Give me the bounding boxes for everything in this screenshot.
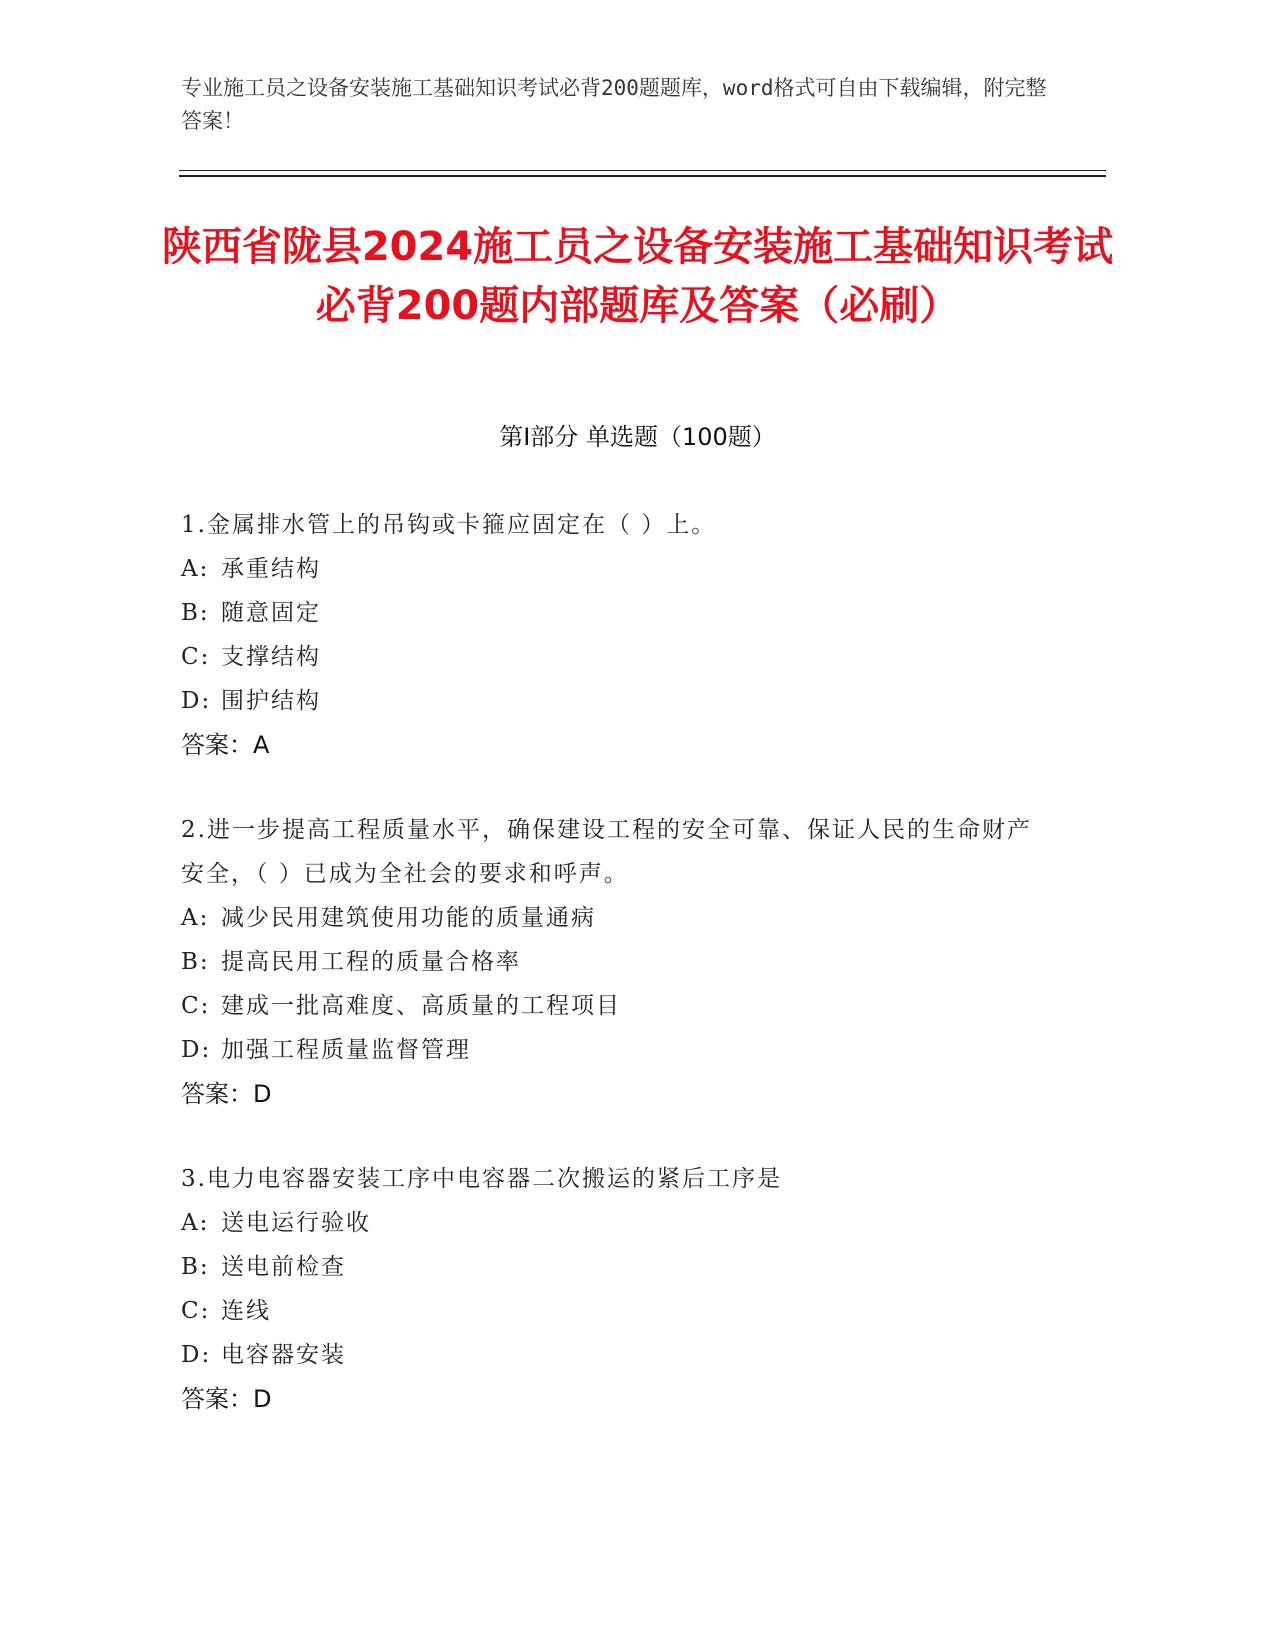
option-d [181,1333,1041,1377]
option-a [181,1201,1041,1245]
option-text: 送电前检查 [221,1254,346,1280]
option-c [181,984,1041,1028]
question-item [181,503,1041,767]
answer-line: 答案：D [181,1080,272,1108]
option-text: 围护结构 [221,688,321,714]
option-c [181,635,1041,679]
option-text: 随意固定 [221,600,321,626]
question-stem: 1.金属排水管上的吊钩或卡箍应固定在（ ）上。 [181,512,717,538]
option-text: 建成一批高难度、高质量的工程项目 [221,993,621,1019]
option-text: 提高民用工程的质量合格率 [221,949,521,975]
option-d [181,679,1041,723]
answer-line: 答案：D [181,1385,272,1413]
header-divider-thin [179,170,1106,171]
intro-text: 专业施工员之设备安装施工基础知识考试必背200题题库，word格式可自由下载编辑，附完整答案！ [181,76,1047,133]
document-title: 陕西省陇县2024施工员之设备安装施工基础知识考试必背200题内部题库及答案（必刷） [161,224,1114,329]
question-stem: 3.电力电容器安装工序中电容器二次搬运的紧后工序是 [181,1166,782,1192]
header-divider-thick [179,175,1106,177]
option-text: 连线 [221,1298,271,1324]
option-b [181,1245,1041,1289]
option-text: 电容器安装 [221,1342,346,1368]
answer-line: 答案：A [181,731,270,759]
option-key: C: [181,644,211,670]
question-item [181,1157,1041,1421]
option-a [181,896,1041,940]
option-key: C: [181,993,211,1019]
option-text: 送电运行验收 [221,1210,371,1236]
option-d [181,1028,1041,1072]
option-text: 承重结构 [221,556,321,582]
question-item [181,808,1041,1116]
option-key: A: [181,905,210,931]
option-key: D: [181,1037,212,1063]
option-text: 支撑结构 [221,644,321,670]
option-text: 加强工程质量监督管理 [221,1037,471,1063]
option-text: 减少民用建筑使用功能的质量通病 [221,905,596,931]
option-key: A: [181,1210,210,1236]
question-list [181,503,1041,1462]
option-c [181,1289,1041,1333]
option-b [181,940,1041,984]
option-key: D: [181,688,212,714]
option-key: A: [181,556,210,582]
option-a [181,547,1041,591]
option-b [181,591,1041,635]
option-key: B: [181,600,210,626]
option-key: B: [181,1254,210,1280]
option-key: B: [181,949,210,975]
question-stem: 2.进一步提高工程质量水平，确保建设工程的安全可靠、保证人民的生命财产安全，（ ）已成为全社会的要求和呼声。 [181,817,1032,887]
option-key: D: [181,1342,212,1368]
option-key: C: [181,1298,211,1324]
section-heading: 第Ⅰ部分 单选题（100题） [499,423,776,451]
